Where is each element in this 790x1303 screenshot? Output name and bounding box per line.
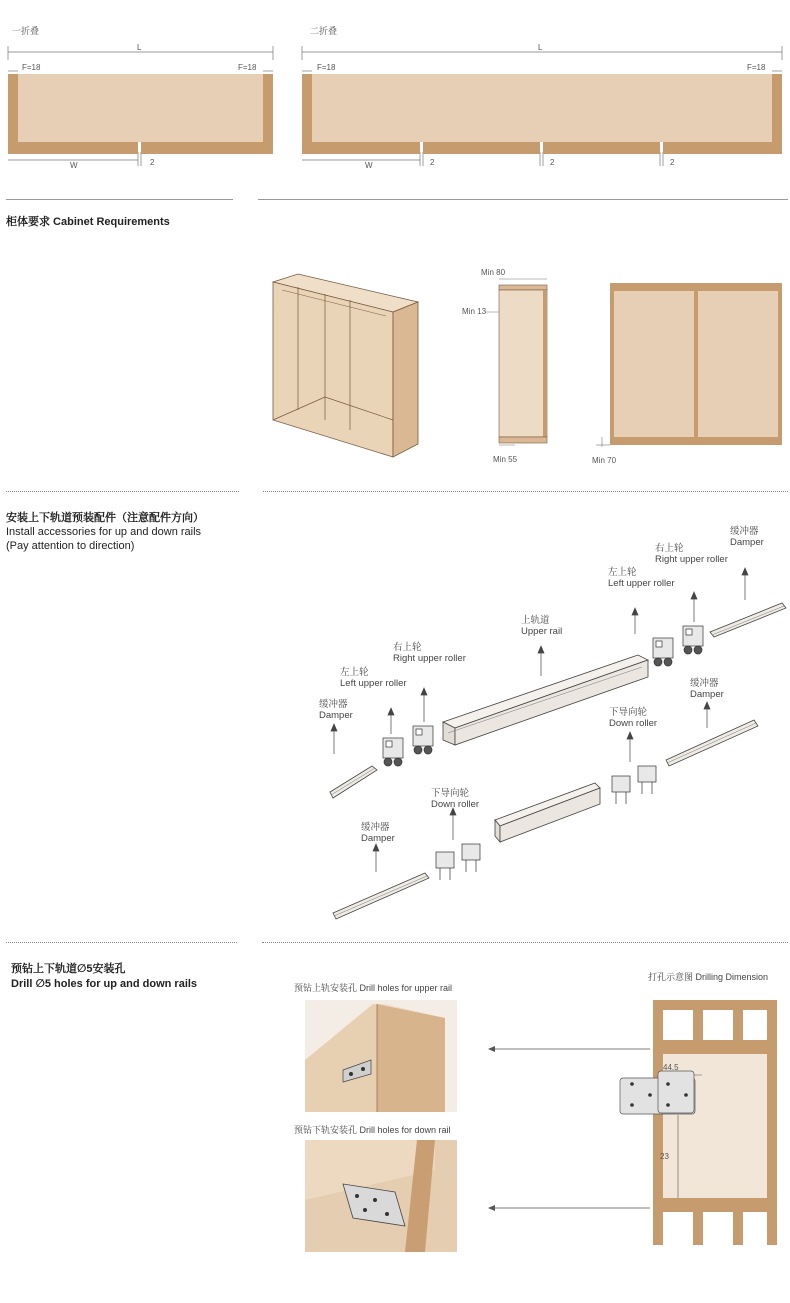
fold1-L-label: L bbox=[137, 43, 142, 52]
fold1-W-label: W bbox=[70, 161, 78, 170]
divider-3-left bbox=[6, 942, 237, 943]
label-left-upper-roller-1: 左上轮 Left upper roller bbox=[340, 667, 407, 689]
fold2-F-left: F=18 bbox=[317, 63, 336, 72]
fold1-F-left: F=18 bbox=[22, 63, 41, 72]
min55-label: Min 55 bbox=[493, 455, 518, 464]
upper-rail-caption: 预钻上轨安装孔 Drill holes for upper rail bbox=[294, 983, 453, 993]
min80-label: Min 80 bbox=[481, 268, 506, 277]
fold1-F-right: F=18 bbox=[238, 63, 257, 72]
label-down-roller-1: 下导向轮 Down roller bbox=[431, 788, 480, 810]
divider-3-right bbox=[262, 942, 788, 943]
install-heading-cn: 安装上下轨道预装配件（注意配件方向） bbox=[6, 512, 204, 524]
fold1-gap-label: 2 bbox=[150, 158, 155, 167]
cabinet-heading: 柜体要求 Cabinet Requirements bbox=[6, 216, 170, 228]
min13-label: Min 13 bbox=[462, 307, 487, 316]
label-right-upper-roller-2: 右上轮 Right upper roller bbox=[655, 543, 728, 565]
dim-lines bbox=[480, 995, 785, 1250]
upper-roller-group-2 bbox=[653, 626, 703, 666]
drill-heading-en: Drill ∅5 holes for up and down rails bbox=[11, 978, 198, 990]
install-heading-en1: Install accessories for up and down rails bbox=[6, 526, 202, 538]
down-roller-group-1 bbox=[436, 844, 480, 880]
label-down-roller-2: 下导向轮 Down roller bbox=[609, 707, 658, 729]
label-damper-ul: 缓冲器 Damper bbox=[319, 699, 353, 721]
drill-heading-cn: 预钻上下轨道∅5安装孔 bbox=[11, 963, 126, 975]
down-rail-photo-drawing bbox=[305, 1140, 457, 1252]
install-heading-en2: (Pay attention to direction) bbox=[6, 540, 135, 552]
dim-23-label: 23 bbox=[660, 1152, 669, 1161]
upper-rail-photo bbox=[305, 1000, 457, 1112]
min70-label: Min 70 bbox=[592, 456, 617, 465]
down-rail-caption: 预钻下轨安装孔 Drill holes for down rail bbox=[294, 1125, 451, 1135]
fold2-W-label: W bbox=[365, 161, 373, 170]
label-damper-lr: 缓冲器 Damper bbox=[690, 678, 724, 700]
label-damper-ur: 缓冲器 Damper bbox=[730, 526, 764, 548]
upper-roller-group-1 bbox=[383, 726, 433, 766]
drilling-dimension-drawing bbox=[480, 995, 785, 1250]
fold1-title: 一折叠 bbox=[12, 26, 40, 36]
fold2-L-label: L bbox=[538, 43, 543, 52]
fold2-title: 二折叠 bbox=[310, 26, 338, 36]
dim-44-5-label: 44.5 bbox=[663, 1063, 679, 1072]
label-damper-ll: 缓冲器 Damper bbox=[361, 822, 395, 844]
label-left-upper-roller-2: 左上轮 Left upper roller bbox=[608, 567, 675, 589]
down-roller-group-2 bbox=[612, 766, 656, 804]
down-rail-photo bbox=[305, 1140, 457, 1252]
drilling-dimension-title: 打孔示意图 Drilling Dimension bbox=[648, 972, 769, 982]
upper-rail-photo-drawing bbox=[305, 1000, 457, 1112]
fold2-gap3-label: 2 bbox=[670, 158, 675, 167]
label-upper-rail: 上轨道 Upper rail bbox=[521, 615, 563, 637]
fold2-gap1-label: 2 bbox=[430, 158, 435, 167]
fold2-gap2-label: 2 bbox=[550, 158, 555, 167]
label-right-upper-roller-1: 右上轮 Right upper roller bbox=[393, 642, 466, 664]
fold2-F-right: F=18 bbox=[747, 63, 766, 72]
